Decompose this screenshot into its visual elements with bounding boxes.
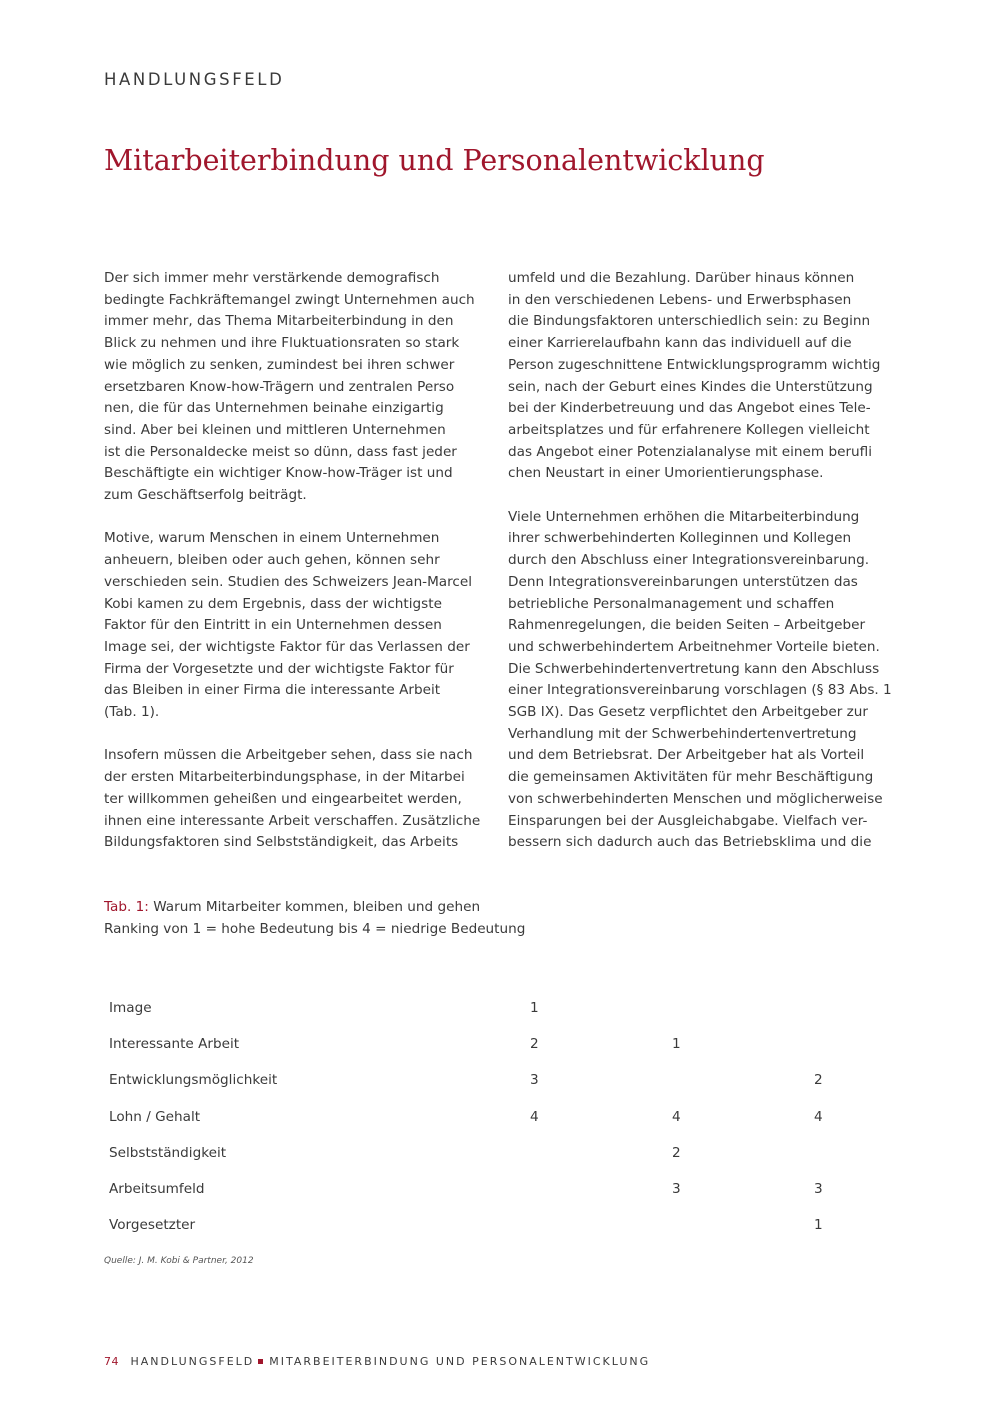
text-line: Die Schwerbehindertenvertretung kann den Abschluss <box>508 660 880 677</box>
text-line: bei der Kinderbetreuung und das Angebot eines Tele- <box>508 400 871 417</box>
factor-cell: Vorgesetzter <box>109 1217 196 1234</box>
footer-separator-square <box>258 1359 263 1364</box>
section-kicker: HANDLUNGSFELD <box>104 70 285 89</box>
text-line: Kobi kamen zu dem Ergebnis, dass der wichtigste <box>104 595 442 612</box>
rank-cell: 4 <box>672 1108 681 1125</box>
text-line: chen Neustart in einer Umorientierungsphase. <box>508 465 824 482</box>
table-row <box>104 1137 864 1173</box>
page-title: Mitarbeiterbindung und Personalentwicklung <box>104 144 765 177</box>
text-line: nen, die für das Unternehmen beinahe einzigartig <box>104 400 444 417</box>
body-paragraph <box>104 528 484 723</box>
text-line: Motive, warum Menschen in einem Unternehmen <box>104 530 440 547</box>
text-line: ter willkommen geheißen und eingearbeitet werden, <box>104 790 462 807</box>
text-line: ersetzbaren Know-how-Trägern und zentralen Perso <box>104 378 455 395</box>
text-line: Person zugeschnittene Entwicklungsprogramm wichtig <box>508 356 881 373</box>
text-line: und schwerbehindertem Arbeitnehmer Vorteile bieten. <box>508 638 880 655</box>
text-line: Der sich immer mehr verstärkende demografisch <box>104 270 440 286</box>
text-line: Beschäftigte ein wichtiger Know-how-Träger ist und <box>104 465 453 482</box>
body-paragraph <box>104 745 484 854</box>
body-paragraph <box>508 268 888 485</box>
text-line: Verhandlung mit der Schwerbehindertenvertretung <box>508 725 857 742</box>
text-line: Bildungsfaktoren sind Selbstständigkeit, das Arbeits <box>104 834 459 851</box>
body-paragraph <box>508 507 892 854</box>
rank-cell: 2 <box>814 1072 823 1089</box>
page-number: 74 <box>104 1355 119 1368</box>
rank-cell: 3 <box>814 1180 823 1197</box>
table-row <box>104 1101 864 1137</box>
text-line: einer Integrationsvereinbarung vorschlagen (§ 83 Abs. 1 <box>508 682 892 699</box>
text-line: verschieden sein. Studien des Schweizers Jean-Marcel <box>104 573 473 590</box>
text-line: wie möglich zu senken, zumindest bei ihren schwer <box>104 356 455 373</box>
factor-cell: Entwicklungsmöglichkeit <box>109 1072 278 1089</box>
text-line: SGB IX). Das Gesetz verpflichtet den Arbeitgeber zur <box>508 704 868 721</box>
text-line: Insofern müssen die Arbeitgeber sehen, dass sie nach <box>104 747 473 764</box>
text-line: bedingte Fachkräftemangel zwingt Unternehmen auch <box>104 291 475 308</box>
text-line: der ersten Mitarbeiterbindungsphase, in der Mitarbei <box>104 769 465 786</box>
text-line: durch den Abschluss einer Integrationsvereinbarung. <box>508 552 870 569</box>
text-line: ist die Personaldecke meist so dünn, dass fast jeder <box>104 443 457 460</box>
text-line: betriebliche Personalmanagement und schaffen <box>508 595 835 612</box>
body-paragraph <box>104 268 484 507</box>
text-line: Image sei, der wichtigste Faktor für das Verlassen der <box>104 638 470 655</box>
text-line: ihrer schwerbehinderten Kolleginnen und Kollegen <box>508 530 852 547</box>
page-footer <box>104 1355 650 1368</box>
body-column-right <box>508 268 892 876</box>
text-line: zum Geschäftserfolg beiträgt. <box>104 487 307 504</box>
text-line: von schwerbehinderten Menschen und möglicherweise <box>508 790 883 807</box>
text-line: in den verschiedenen Lebens- und Erwerbsphasen <box>508 291 852 308</box>
rank-cell: 1 <box>672 1036 681 1053</box>
body-column-left <box>104 268 484 876</box>
text-line: Faktor für den Eintritt in ein Unternehmen dessen <box>104 617 442 634</box>
text-line: einer Karrierelaufbahn kann das individuell auf die <box>508 335 852 352</box>
text-line: umfeld und die Bezahlung. Darüber hinaus können <box>508 270 855 286</box>
text-line: bessern sich dadurch auch das Betriebsklima und die <box>508 834 872 851</box>
footer-section: HANDLUNGSFELD <box>130 1355 255 1368</box>
text-line: ihnen eine interessante Arbeit verschaffen. Zusätzliche <box>104 812 481 829</box>
table-caption-text: Warum Mitarbeiter kommen, bleiben und gehen <box>148 899 481 915</box>
text-line: und dem Betriebsrat. Der Arbeitgeber hat als Vorteil <box>508 747 865 764</box>
rank-cell: 4 <box>530 1108 539 1125</box>
text-line: sein, nach der Geburt eines Kindes die Unterstützung <box>508 378 873 395</box>
factor-cell: Selbstständigkeit <box>109 1144 227 1161</box>
table-caption <box>104 897 525 940</box>
text-line: anheuern, bleiben oder auch gehen, können sehr <box>104 552 440 569</box>
text-line: Firma der Vorgesetzte und der wichtigste Faktor für <box>104 660 454 677</box>
text-line: die gemeinsamen Aktivitäten für mehr Beschäftigung <box>508 769 874 786</box>
text-line: das Angebot einer Potenzialanalyse mit einem berufli <box>508 443 873 460</box>
text-line: (Tab. 1). <box>104 704 160 721</box>
text-line: die Bindungsfaktoren unterschiedlich sein: zu Beginn <box>508 313 871 330</box>
text-line: Blick zu nehmen und ihre Fluktuationsraten so stark <box>104 335 460 352</box>
table-row <box>104 1028 864 1064</box>
footer-topic: MITARBEITERBINDUNG UND PERSONALENTWICKLUNG <box>269 1355 651 1368</box>
text-line: immer mehr, das Thema Mitarbeiterbindung in den <box>104 313 454 330</box>
table-row <box>104 1209 864 1245</box>
text-line: Rahmenregelungen, die beiden Seiten – Arbeitgeber <box>508 617 866 634</box>
rank-cell: 4 <box>814 1108 823 1125</box>
factor-cell: Interessante Arbeit <box>109 1036 240 1053</box>
ranking-table <box>104 992 864 1245</box>
text-line: Einsparungen bei der Ausgleichabgabe. Vielfach ver- <box>508 812 868 829</box>
rank-cell: 3 <box>672 1180 681 1197</box>
text-line: arbeitsplatzes und für erfahrenere Kollegen vielleicht <box>508 421 870 438</box>
table-caption-subtitle: Ranking von 1 = hohe Bedeutung bis 4 = niedrige Bedeutung <box>104 920 526 937</box>
rank-cell: 1 <box>814 1217 823 1234</box>
rank-cell: 3 <box>530 1072 539 1089</box>
table-row <box>104 1173 864 1209</box>
factor-cell: Arbeitsumfeld <box>109 1180 205 1197</box>
table-row <box>104 992 864 1028</box>
table-source: Quelle: J. M. Kobi & Partner, 2012 <box>104 1256 254 1266</box>
factor-cell: Lohn / Gehalt <box>109 1108 201 1125</box>
table-caption-label: Tab. 1: <box>104 899 149 915</box>
text-line: das Bleiben in einer Firma die interessante Arbeit <box>104 682 441 699</box>
text-line: Viele Unternehmen erhöhen die Mitarbeiterbindung <box>508 508 860 525</box>
rank-cell: 2 <box>530 1036 539 1053</box>
text-line: Denn Integrationsvereinbarungen unterstützen das <box>508 573 858 590</box>
table-row <box>104 1064 864 1100</box>
text-line: sind. Aber bei kleinen und mittleren Unternehmen <box>104 421 446 438</box>
factor-cell: Image <box>109 1000 152 1016</box>
rank-cell: 2 <box>672 1144 681 1161</box>
rank-cell: 1 <box>530 1000 539 1016</box>
